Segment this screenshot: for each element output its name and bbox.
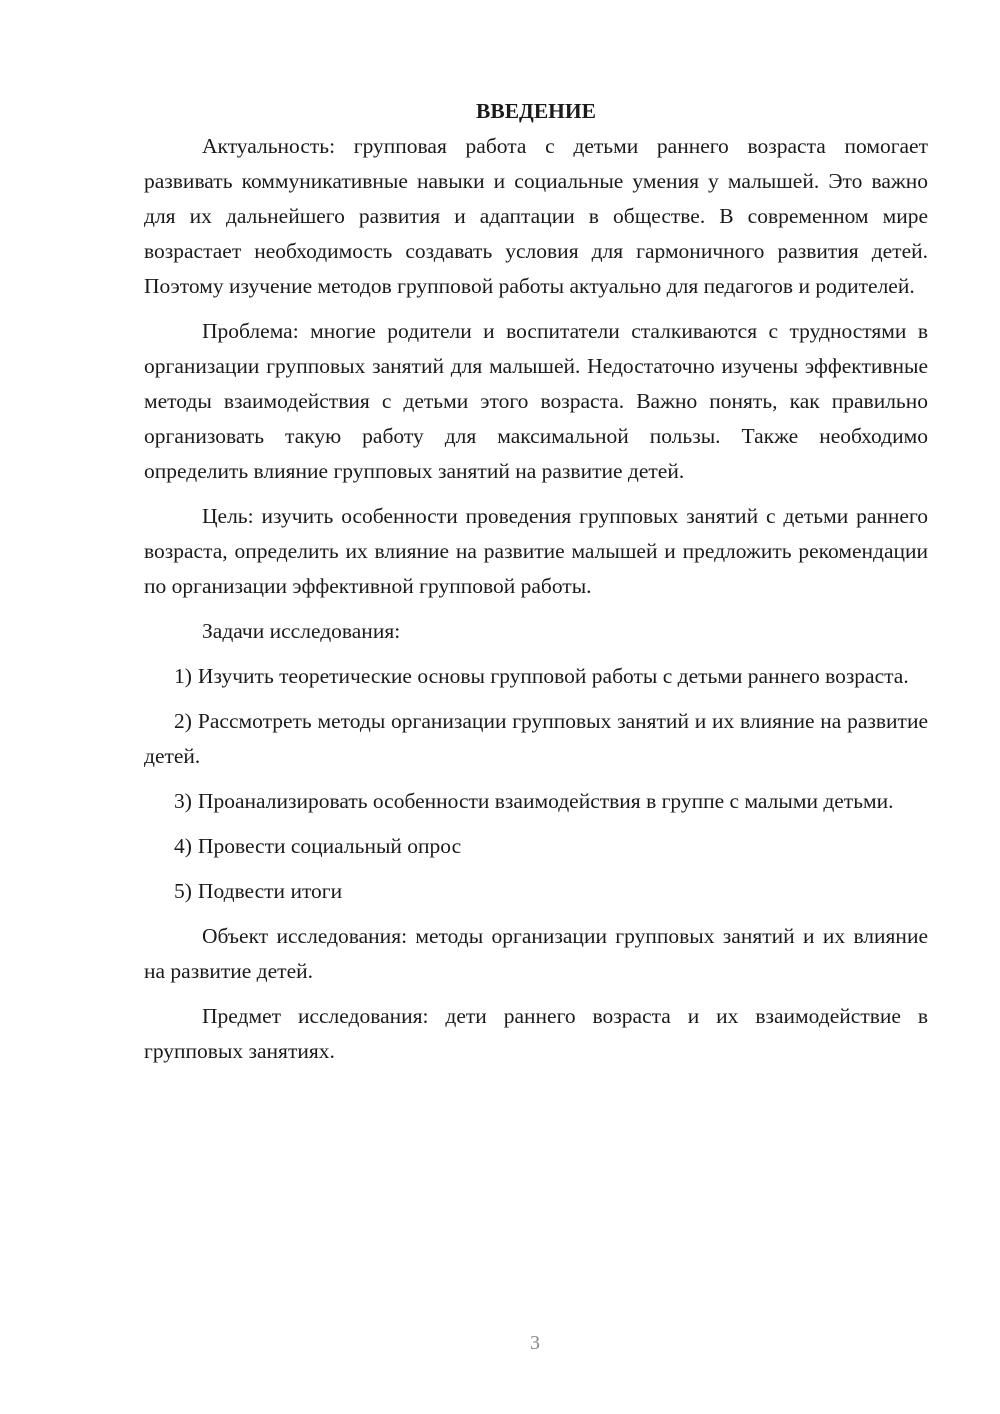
task-text: Проанализировать особенности взаимодействия в группе с малыми детьми. xyxy=(197,789,894,813)
document-page xyxy=(144,94,928,1079)
task-item-3 xyxy=(144,784,928,819)
page-number: 3 xyxy=(530,1332,540,1354)
task-item-1 xyxy=(144,659,928,694)
relevance-paragraph: Актуальность: групповая работа с детьми раннего возраста помогает развивать коммуникативные навыки и социальные умения у малышей. Это важно для их дальнейшего развития и адаптации в обществе. В современном мире возрастает необходимость создавать условия для гармоничного развития детей. Поэтому изучение методов групповой работы актуально для педагогов и родителей. xyxy=(144,134,928,298)
tasks-heading: Задачи исследования: xyxy=(202,619,401,643)
page-title: ВВЕДЕНИЕ xyxy=(476,99,596,123)
goal-paragraph: Цель: изучить особенности проведения групповых занятий с детьми раннего возраста, определить их влияние на развитие малышей и предложить рекомендации по организации эффективной групповой работы. xyxy=(144,504,928,598)
subject-paragraph: Предмет исследования: дети раннего возраста и их взаимодействие в групповых занятиях. xyxy=(144,1004,928,1063)
problem-paragraph: Проблема: многие родители и воспитатели сталкиваются с трудностями в организации групповых занятий для малышей. Недостаточно изучены эффективные методы взаимодействия с детьми этого возраста. Важно понять, как правильно организовать такую работу для максимальной пользы. Также необходимо определить влияние групповых занятий на развитие детей. xyxy=(144,319,928,483)
task-text: Провести социальный опрос xyxy=(197,834,462,858)
task-number: 4) xyxy=(174,834,192,858)
task-number: 2) xyxy=(174,709,192,733)
task-item-4 xyxy=(144,829,928,864)
task-text: Изучить теоретические основы групповой работы с детьми раннего возраста. xyxy=(197,664,909,688)
task-item-5 xyxy=(144,874,928,909)
task-number: 3) xyxy=(174,789,192,813)
task-number: 5) xyxy=(174,879,192,903)
task-number: 1) xyxy=(174,664,192,688)
task-text: Подвести итоги xyxy=(197,879,343,903)
task-text: Рассмотреть методы организации групповых занятий и их влияние на развитие детей. xyxy=(144,709,928,768)
task-item-2 xyxy=(144,704,928,774)
object-paragraph: Объект исследования: методы организации групповых занятий и их влияние на развитие детей. xyxy=(144,924,928,983)
